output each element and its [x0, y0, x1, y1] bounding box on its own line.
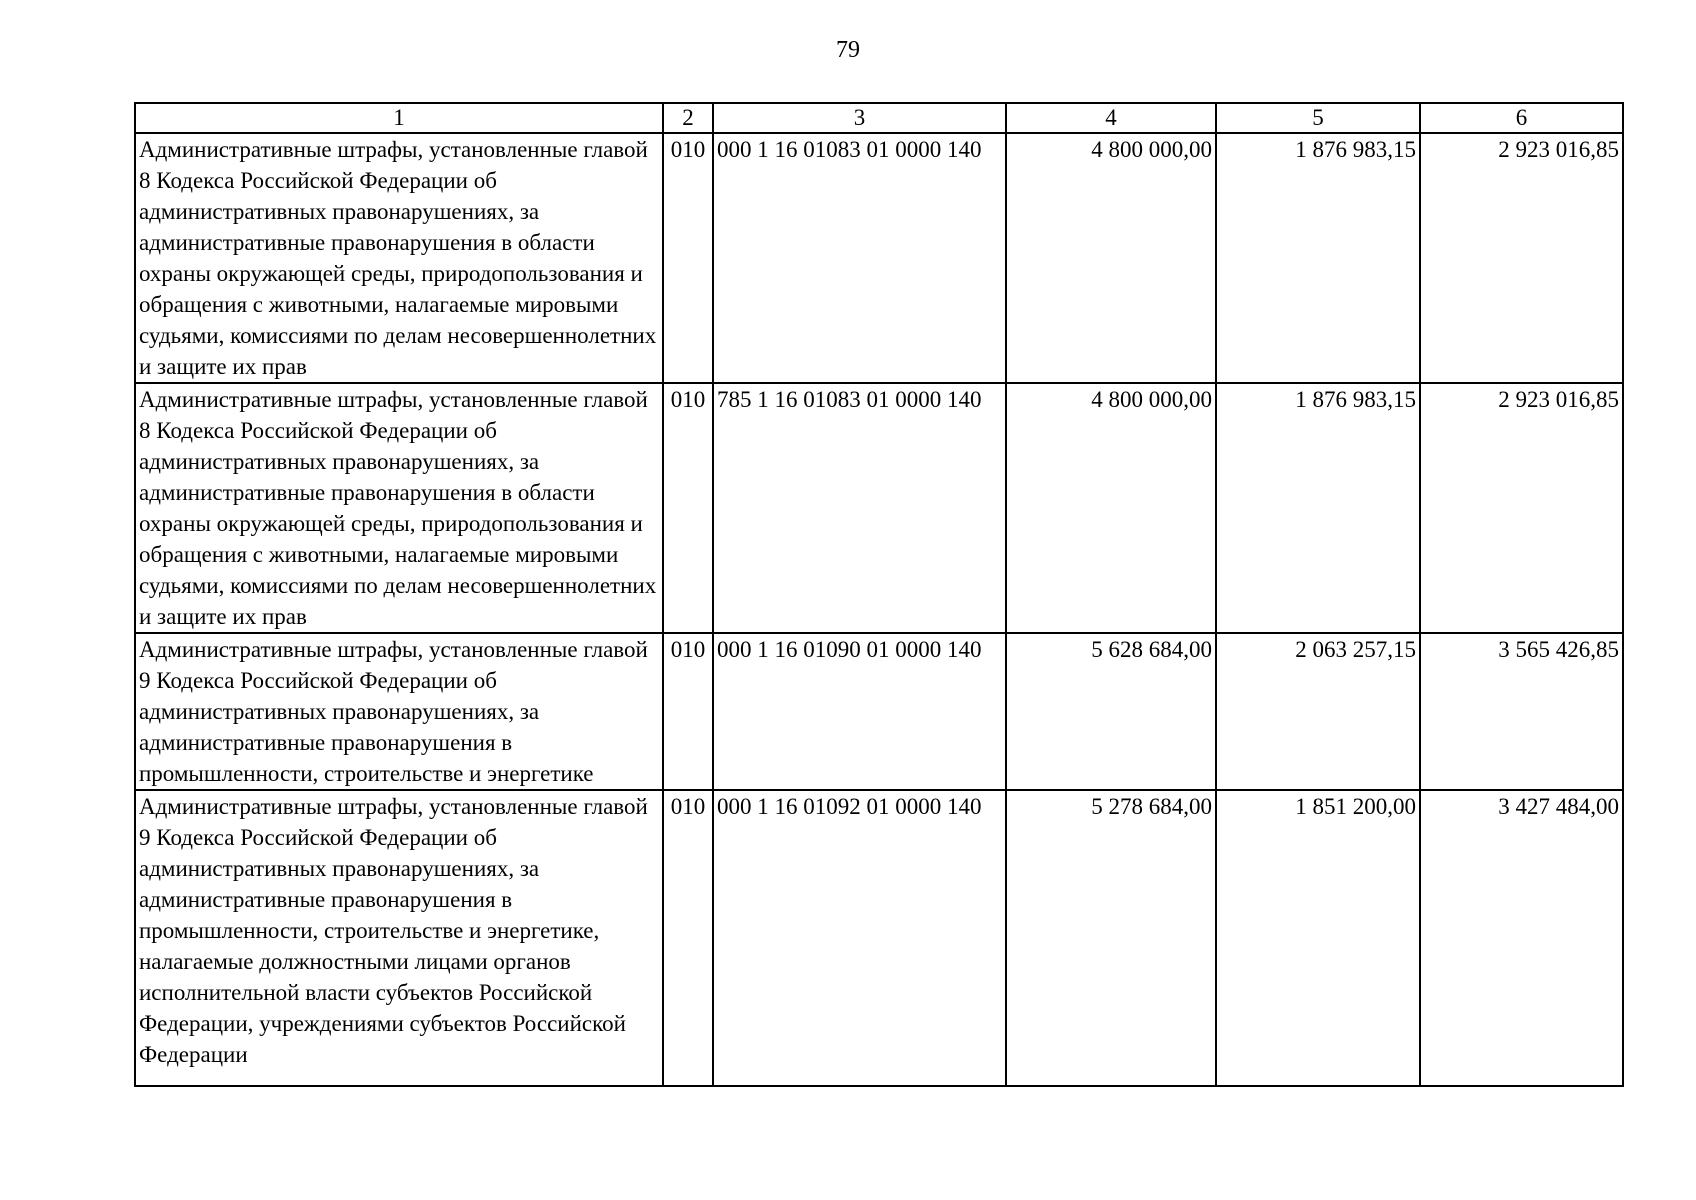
- table-row: [135, 633, 1623, 790]
- header-col-5: 5: [1216, 103, 1420, 133]
- row-executed: 1 876 983,15: [1216, 383, 1420, 633]
- row-executed: 1 851 200,00: [1216, 790, 1420, 1086]
- row-budget-code: 785 1 16 01083 01 0000 140: [713, 383, 1006, 633]
- header-col-2: 2: [663, 103, 713, 133]
- row-admin-code: 010: [663, 133, 713, 383]
- header-row: [135, 103, 1623, 133]
- row-plan: 5 628 684,00: [1006, 633, 1216, 790]
- row-budget-code: 000 1 16 01090 01 0000 140: [713, 633, 1006, 790]
- row-remainder: 2 923 016,85: [1420, 133, 1623, 383]
- row-name: Административные штрафы, установленные главой 8 Кодекса Российской Федерации об административных правонарушениях, за административные правонарушения в области охраны окружающей среды, природопользования и обращения с животными, налагаемые мировыми судьями, комиссиями по делам несовершеннолетних и защите их прав: [135, 133, 663, 383]
- row-executed: 1 876 983,15: [1216, 133, 1420, 383]
- row-remainder: 3 427 484,00: [1420, 790, 1623, 1086]
- header-col-1: 1: [135, 103, 663, 133]
- header-col-4: 4: [1006, 103, 1216, 133]
- table-row: [135, 133, 1623, 383]
- row-budget-code: 000 1 16 01092 01 0000 140: [713, 790, 1006, 1086]
- row-remainder: 3 565 426,85: [1420, 633, 1623, 790]
- row-plan: 4 800 000,00: [1006, 133, 1216, 383]
- table-row: [135, 790, 1623, 1086]
- row-name: Административные штрафы, установленные главой 9 Кодекса Российской Федерации об административных правонарушениях, за административные правонарушения в промышленности, строительстве и энергетике, налагаемые должностными лицами органов исполнительной власти субъектов Российской Федерации, учреждениями субъектов Российской Федерации: [135, 790, 663, 1086]
- row-plan: 5 278 684,00: [1006, 790, 1216, 1086]
- row-name: Административные штрафы, установленные главой 9 Кодекса Российской Федерации об административных правонарушениях, за административные правонарушения в промышленности, строительстве и энергетике: [135, 633, 663, 790]
- row-admin-code: 010: [663, 790, 713, 1086]
- row-name: Административные штрафы, установленные главой 8 Кодекса Российской Федерации об административных правонарушениях, за административные правонарушения в области охраны окружающей среды, природопользования и обращения с животными, налагаемые мировыми судьями, комиссиями по делам несовершеннолетних и защите их прав: [135, 383, 663, 633]
- table-row: [135, 383, 1623, 633]
- header-col-6: 6: [1420, 103, 1623, 133]
- row-admin-code: 010: [663, 633, 713, 790]
- row-plan: 4 800 000,00: [1006, 383, 1216, 633]
- header-col-3: 3: [713, 103, 1006, 133]
- budget-table: [134, 102, 1624, 1087]
- row-executed: 2 063 257,15: [1216, 633, 1420, 790]
- page-number: 79: [836, 37, 860, 63]
- row-admin-code: 010: [663, 383, 713, 633]
- row-remainder: 2 923 016,85: [1420, 383, 1623, 633]
- row-budget-code: 000 1 16 01083 01 0000 140: [713, 133, 1006, 383]
